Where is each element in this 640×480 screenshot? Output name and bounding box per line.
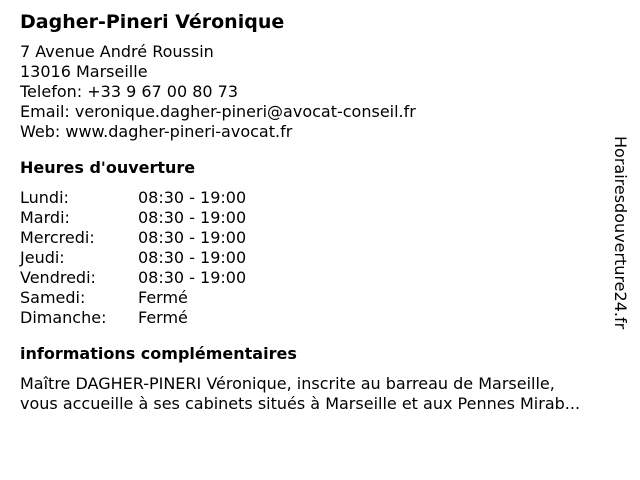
contact-block: [20, 42, 620, 142]
day-hours: Fermé: [138, 288, 188, 307]
day-hours: 08:30 - 19:00: [138, 228, 247, 247]
day-label: Dimanche:: [20, 308, 107, 327]
website-line: Web: www.dagher-pineri-avocat.fr: [20, 122, 293, 141]
day-label: Mercredi:: [20, 228, 95, 247]
day-hours: 08:30 - 19:00: [138, 248, 247, 267]
info-line: Maître DAGHER-PINERI Véronique, inscrite au barreau de Marseille,: [20, 374, 555, 393]
business-card: [20, 10, 620, 414]
day-hours: 08:30 - 19:00: [138, 208, 247, 227]
site-watermark: Horairesdouverture24.fr: [611, 136, 630, 330]
day-label: Jeudi:: [20, 248, 65, 267]
business-name: Dagher-Pineri Véronique: [20, 11, 285, 33]
day-label: Mardi:: [20, 208, 70, 227]
email-line: Email: veronique.dagher-pineri@avocat-conseil.fr: [20, 102, 416, 121]
hours-row-thursday: [20, 248, 620, 268]
hours-row-wednesday: [20, 228, 620, 248]
address-city: 13016 Marseille: [20, 62, 148, 81]
hours-row-saturday: [20, 288, 620, 308]
opening-hours-table: [20, 188, 620, 328]
hours-row-friday: [20, 268, 620, 288]
phone-line: Telefon: +33 9 67 00 80 73: [20, 82, 239, 101]
additional-info-heading: informations complémentaires: [20, 344, 297, 363]
day-label: Samedi:: [20, 288, 86, 307]
hours-row-monday: [20, 188, 620, 208]
info-line: vous accueille à ses cabinets situés à Marseille et aux Pennes Mirab...: [20, 394, 581, 413]
address-street: 7 Avenue André Roussin: [20, 42, 214, 61]
day-hours: Fermé: [138, 308, 188, 327]
day-label: Lundi:: [20, 188, 69, 207]
opening-hours-heading: Heures d'ouverture: [20, 158, 196, 177]
day-hours: 08:30 - 19:00: [138, 188, 247, 207]
hours-row-sunday: [20, 308, 620, 328]
day-label: Vendredi:: [20, 268, 96, 287]
additional-info-text: [20, 374, 620, 414]
day-hours: 08:30 - 19:00: [138, 268, 247, 287]
hours-row-tuesday: [20, 208, 620, 228]
